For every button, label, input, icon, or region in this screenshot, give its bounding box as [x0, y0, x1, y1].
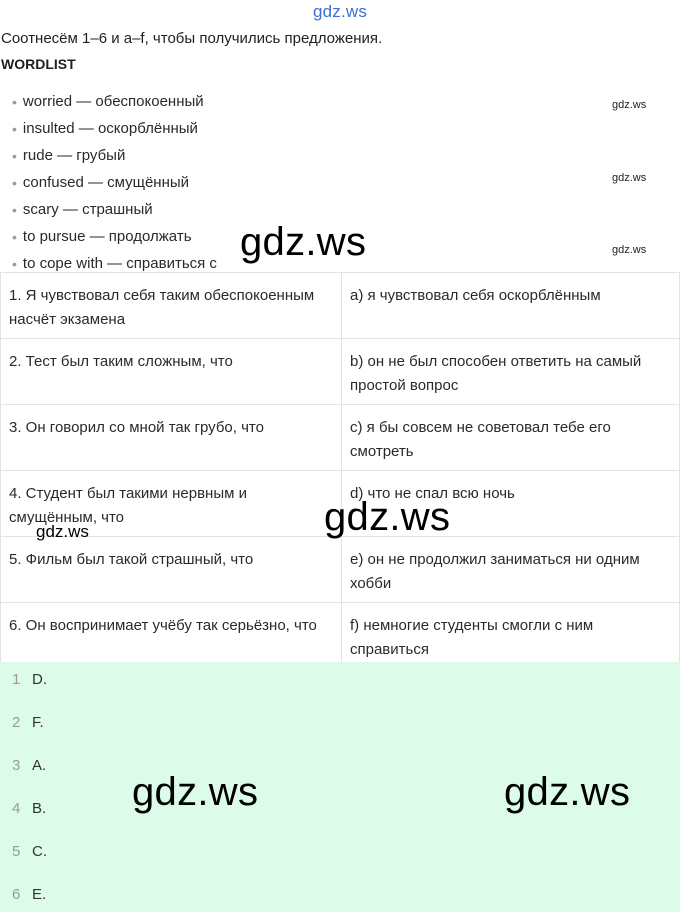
table-cell-right: c) я бы совсем не советовал тебе его смотреть	[342, 405, 680, 471]
table-row	[1, 405, 680, 471]
table-cell-right: d) что не спал всю ночь	[342, 471, 680, 537]
answer-value: E.	[32, 886, 47, 903]
answer-number: 6	[12, 886, 21, 903]
watermark: gdz.ws	[324, 495, 451, 539]
table-cell-right: b) он не был способен ответить на самый простой вопрос	[342, 339, 680, 405]
table-cell-left: 1. Я чувствовал себя таким обеспокоенным насчёт экзамена	[1, 273, 342, 339]
answer-value: A.	[32, 757, 47, 774]
table-row	[1, 603, 680, 669]
bullet-icon: •	[12, 94, 17, 110]
table-cell-left: 5. Фильм был такой страшный, что	[1, 537, 342, 603]
site-logo-text[interactable]: gdz.ws	[312, 2, 368, 21]
table-cell-left: 6. Он воспринимает учёбу так серьёзно, что	[1, 603, 342, 669]
instruction-text: Соотнесём 1–6 и a–f, чтобы получились предложения.	[1, 30, 383, 47]
wordlist-item: • rude — грубый	[12, 147, 126, 164]
table-cell-right: e) он не продолжил заниматься ни одним хобби	[342, 537, 680, 603]
table-row	[1, 339, 680, 405]
wordlist-item: • insulted — оскорблённый	[12, 120, 198, 137]
table-cell-right: f) немногие студенты смогли с ним справиться	[342, 603, 680, 669]
wordlist	[12, 92, 217, 281]
bullet-icon: •	[12, 256, 17, 272]
watermark: gdz.ws	[612, 244, 647, 256]
wordlist-item: • confused — смущённый	[12, 174, 190, 191]
table-cell-left: 3. Он говорил со мной так грубо, что	[1, 405, 342, 471]
wordlist-item: • worried — обеспокоенный	[12, 93, 204, 110]
table-row	[1, 537, 680, 603]
wordlist-title: WORDLIST	[1, 56, 76, 72]
answer-number: 2	[12, 714, 21, 731]
answer-number: 1	[12, 671, 21, 688]
watermark: gdz.ws	[132, 770, 259, 814]
watermark: gdz.ws	[504, 770, 631, 814]
table-row	[1, 273, 680, 339]
table-cell-left: 4. Студент был такими нервным и смущённым, что	[1, 471, 342, 537]
bullet-icon: •	[12, 175, 17, 191]
answer-value: B.	[32, 800, 47, 817]
answer-value: F.	[32, 714, 44, 731]
wordlist-item: • to cope with — справиться с	[12, 255, 217, 272]
watermark: gdz.ws	[612, 99, 647, 111]
answer-number: 4	[12, 800, 21, 817]
answer-value: C.	[32, 843, 47, 860]
bullet-icon: •	[12, 121, 17, 137]
bullet-icon: •	[12, 229, 17, 245]
table-cell-left: 2. Тест был таким сложным, что	[1, 339, 342, 405]
watermark: gdz.ws	[36, 522, 89, 541]
answer-number: 5	[12, 843, 21, 860]
bullet-icon: •	[12, 148, 17, 164]
table-cell-right: a) я чувствовал себя оскорблённым	[342, 273, 680, 339]
matching-table	[0, 272, 680, 669]
wordlist-item: • to pursue — продолжать	[12, 228, 192, 245]
watermark: gdz.ws	[612, 172, 647, 184]
wordlist-item: • scary — страшный	[12, 201, 153, 218]
bullet-icon: •	[12, 202, 17, 218]
answer-value: D.	[32, 671, 47, 688]
answer-number: 3	[12, 757, 21, 774]
watermark: gdz.ws	[240, 220, 367, 264]
